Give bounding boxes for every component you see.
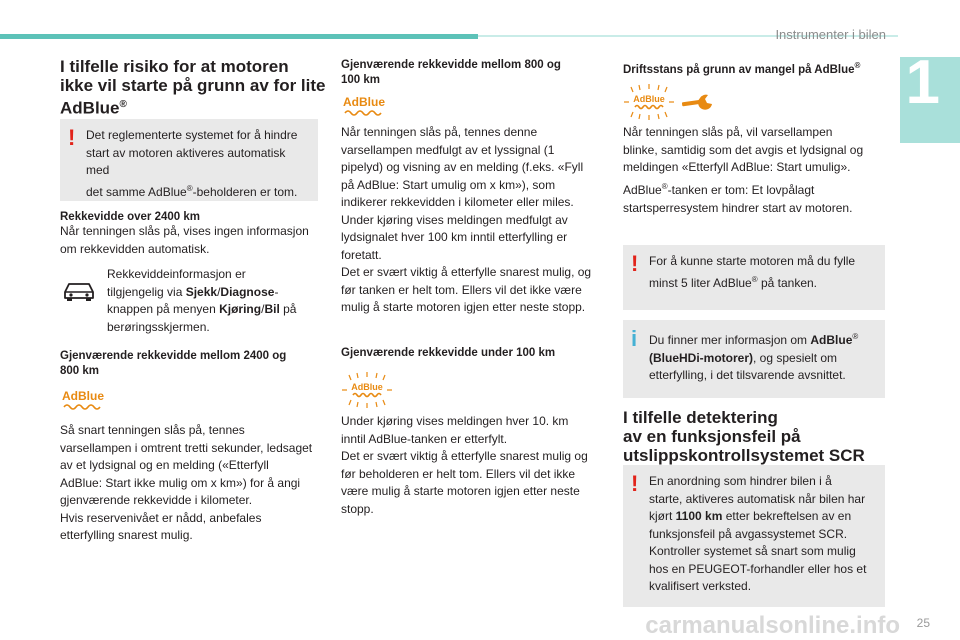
text-range-2400-800: Så snart tenningen slås på, tennes varsellampen i omtrent tretti sekunder, ledsaget av et lydsignal og en melding («Etterfyll AdBlue: Start ikke mulig om x km») for å angi gjenværende rekkevidde i kilometer. Hvis reservenivået er nådd, anbefales etterfylling snarest mulig. bbox=[60, 423, 313, 542]
heading-range-800-100: Gjenværende rekkevidde mellom 800 og 100 km bbox=[341, 59, 561, 86]
warning-note-refill-minimum: ! For å kunne starte motoren må du fylle minst 5 liter AdBlue® på tanken. bbox=[623, 245, 885, 310]
adblue-warning-lamp-icon: AdBlue bbox=[62, 390, 102, 414]
heading-range-over-2400: Rekkevidde over 2400 km bbox=[60, 211, 201, 223]
wrench-icon bbox=[680, 92, 714, 112]
text-range-over-2400: Når tenningen slås på, vises ingen informasjon om rekkevidden automatisk. bbox=[60, 224, 309, 256]
heading-range-under-100: Gjenværende rekkevidde under 100 km bbox=[341, 347, 556, 359]
warning-note-scr-start-prevention: ! En anordning som hindrer bilen i å starte, aktiveres automatisk når bilen har kjørt 1100 km etter bekreftelsen av en funksjonsfeil på avgassystemet SCR. Kontroller systemet så snart som mulig hos en PEUGEOT-forhandler eller hos et kvalifisert verksted. bbox=[623, 465, 885, 607]
car-diagnostics-icon bbox=[62, 280, 96, 302]
heading-stop-no-adblue: Driftsstans på grunn av mangel på AdBlue® bbox=[623, 61, 861, 76]
info-icon: i bbox=[631, 326, 638, 351]
text-range-info-location: Rekkeviddeinformasjon er tilgjengelig via Sjekk/Diagnose- knappen på menyen Kjøring/Bil på berøringsskjermen. bbox=[107, 267, 297, 334]
text-tank-empty: AdBlue®-tanken er tom: Et lovpålagt startsperresystem hindrer start av motoren. bbox=[623, 182, 853, 215]
page-number: 25 bbox=[916, 616, 930, 630]
section-title-scr-malfunction: I tilfelle detektering av en funksjonsfeil på utslippskontrollsystemet SCR bbox=[623, 408, 865, 465]
watermark: carmanualsonline.info bbox=[645, 612, 900, 639]
warning-exclamation-icon: ! bbox=[631, 471, 639, 496]
section-title-risk: I tilfelle risiko for at motoren ikke vil starte på grunn av for lite AdBlue® bbox=[60, 57, 326, 118]
svg-text:AdBlue: AdBlue bbox=[351, 382, 383, 392]
svg-text:AdBlue: AdBlue bbox=[633, 94, 665, 104]
adblue-flashing-lamp-icon bbox=[623, 84, 675, 120]
chapter-title: Instrumenter i bilen bbox=[775, 27, 886, 42]
text-stop-no-adblue: Når tenningen slås på, vil varsellampen blinke, samtidig som det avgis et lydsignal og meldingen «Etterfyll AdBlue: Start umulig». bbox=[623, 125, 864, 174]
adblue-warning-lamp-icon: AdBlue bbox=[343, 96, 385, 120]
text-range-800-100: Når tenningen slås på, tennes denne varsellampen medfulgt av et lyssignal (1 pipelyd) og visning av en melding (f.eks. «Fyll på AdBlue: Start umulig om x km»), som indikerer rekkevidden i kilometer eller miles. Under kjøring vises meldingen medfulgt av lydsignalet hver 100 km inntil etterfylling er foretatt. Det er svært viktig å etterfylle snarest mulig, og før tanken er helt tom. Ellers vil det ikke være mulig å starte motoren igjen etter neste stopp. bbox=[341, 125, 592, 314]
adblue-flashing-lamp-icon bbox=[341, 372, 393, 408]
warning-exclamation-icon: ! bbox=[631, 251, 639, 276]
heading-range-2400-800: Gjenværende rekkevidde mellom 2400 og 800 km bbox=[60, 350, 287, 377]
text-range-under-100: Under kjøring vises meldingen hver 10. km inntil AdBlue-tanken er etterfylt. Det er svært viktig å etterfylle snarest mulig og før beholderen er helt tom. Ellers vil det ikke være mulig å starte motoren igjen etter neste stopp. bbox=[341, 414, 588, 516]
warning-exclamation-icon: ! bbox=[68, 125, 76, 150]
info-note-more-info: i Du finner mer informasjon om AdBlue® (BlueHDi-motorer), og spesielt om etterfylling, i det tilsvarende avsnittet. bbox=[623, 320, 885, 398]
chapter-number: 1 bbox=[905, 48, 940, 117]
header-accent-bar bbox=[0, 34, 478, 39]
warning-note-start-prevention: ! Det reglementerte systemet for å hindre start av motoren aktiveres automatisk med det samme AdBlue®-beholderen er tom. bbox=[60, 119, 318, 201]
